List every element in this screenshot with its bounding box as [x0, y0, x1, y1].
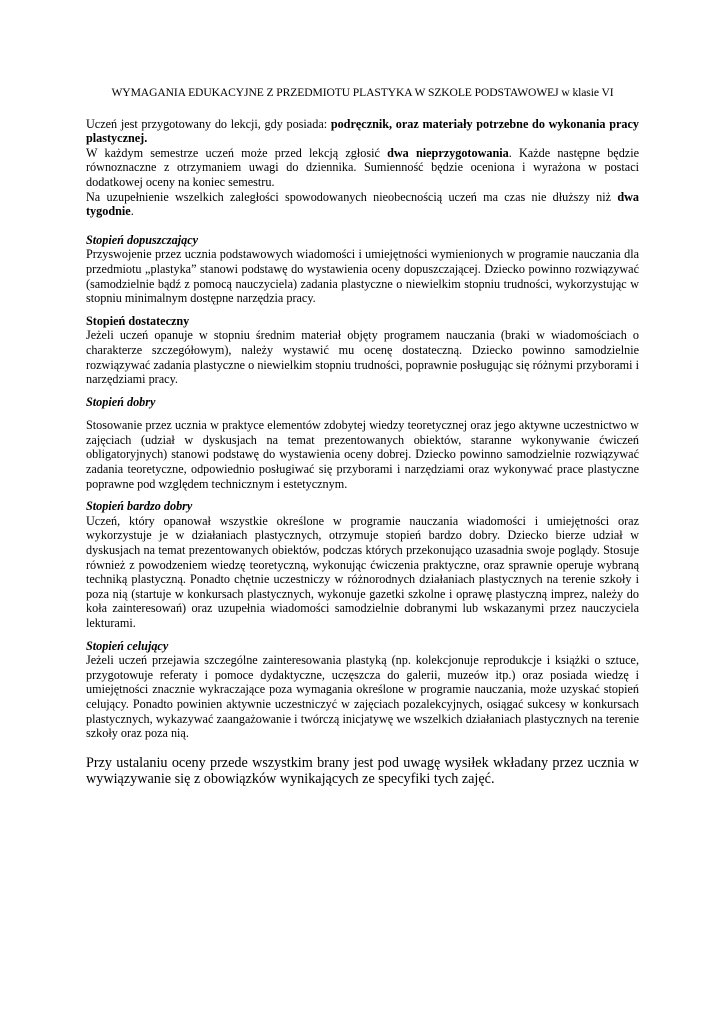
heading-dostateczny: Stopień dostateczny	[86, 313, 190, 328]
heading-dobry: Stopień dobry	[86, 394, 156, 409]
intro-text: W każdym semestrze uczeń może przed lekcją zgłosić	[86, 145, 388, 160]
heading-dopuszczajacy: Stopień dopuszczający	[86, 232, 199, 247]
intro-paragraph-1	[86, 117, 639, 146]
intro-bold-text: podręcznik, oraz materiały potrzebne do wykonania pracy plastycznej.	[86, 116, 639, 146]
document-page	[86, 86, 639, 788]
text-dopuszczajacy: Przyswojenie przez ucznia podstawowych wiadomości i umiejętności wymienionych w programie nauczania dla przedmiotu „plastyka” stanowi podstawę do wystawienia oceny dopuszczającej. Dziecko powinno rozwiązywać (samodzielnie bądź z pomocą nauczyciela) zadania plastyczne o niewielkim stopniu trudności, wykorzystując w stopniu minimalnym dostępne narzędzia pracy.	[86, 247, 639, 306]
heading-celujacy: Stopień celujący	[86, 638, 169, 653]
intro-text: .	[130, 204, 134, 219]
document-title: WYMAGANIA EDUKACYJNE Z PRZEDMIOTU PLASTYKA W SZKOLE PODSTAWOWEJ w klasie VI	[111, 86, 614, 99]
text-celujacy: Jeżeli uczeń przejawia szczególne zainteresowania plastyką (np. kolekcjonuje reprodukcje i książki o sztuce, przygotowuje referaty i pomoce dydaktyczne, uczęszcza do galerii, muzeów itp.) oraz posiada wiedzę i umiejętności znacznie wykraczające poza wymagania określone w programie nauczania, może uzyskać stopień celujący. Ponadto powinien aktywnie uczestniczyć w zajęciach pozalekcyjnych, osiągać sukcesy w konkursach plastycznych, wykazywać zaangażowanie i twórczą inicjatywę we wszelkich działaniach plastycznych na terenie szkoły oraz poza nią.	[86, 653, 639, 741]
intro-text: Na uzupełnienie wszelkich zaległości spowodowanych nieobecnością uczeń ma czas nie dłuższy niż	[86, 189, 618, 204]
intro-paragraph-2	[86, 146, 639, 190]
intro-bold-text: dwa tygodnie	[86, 189, 639, 219]
text-dobry: Stosowanie przez ucznia w praktyce elementów zdobytej wiedzy teoretycznej oraz jego aktywne uczestnictwo w zajęciach (udział w dyskusjach na temat prezentowanych obiektów, staranne wykonywanie ćwiczeń obligatoryjnych) stanowi podstawę do wystawienia oceny dobrej. Dziecko powinno samodzielnie rozwiązywać zadania teoretyczne, odpowiednio posługiwać się przyborami i narzędziami oraz wykonywać prace plastyczne poprawne pod względem technicznym i estetycznym.	[86, 418, 639, 491]
heading-bardzo-dobry: Stopień bardzo dobry	[86, 499, 193, 514]
text-dostateczny: Jeżeli uczeń opanuje w stopniu średnim materiał objęty programem nauczania (braki w wiadomościach o charakterze szczegółowym), należy wystawić mu ocenę dostateczną. Dziecko powinno samodzielnie rozwiązywać zadania plastyczne o niewielkim stopniu trudności, poprawnie posługując się różnymi przyborami i narzędziami pracy.	[86, 328, 639, 387]
intro-bold-text: dwa nieprzygotowania	[387, 145, 509, 160]
intro-paragraph-3	[86, 190, 639, 219]
text-bardzo-dobry: Uczeń, który opanował wszystkie określone w programie nauczania wiadomości i umiejętności oraz wykorzystuje je w działaniach plastycznych, otrzymuje stopień bardzo dobry. Dziecko bierze udział w dyskusjach na temat prezentowanych obiektów, podczas których przekonująco uzasadnia swoje poglądy. Stosuje również z powodzeniem wiedzę teoretyczną, wykonując ćwiczenia praktyczne, oraz sprawnie operuje wybraną techniką plastyczną. Ponadto chętnie uczestniczy w różnorodnych działaniach plastycznych na terenie szkoły i poza nią (startuje w konkursach plastycznych, wykonuje gazetki szkolne i oprawę plastyczną imprez, należy do koła zainteresowań) oraz uzupełnia wiadomości samodzielnie dobranymi lub wskazanymi przez nauczyciela lekturami.	[86, 513, 639, 630]
closing-paragraph: Przy ustalaniu oceny przede wszystkim brany jest pod uwagę wysiłek wkładany przez ucznia w wywiązywanie się z obowiązków wynikających ze specyfiki tych zajęć.	[86, 754, 639, 788]
intro-text: . Każde następne będzie równoznaczne z otrzymaniem uwagi do dziennika. Sumienność będzie oceniona i wyrażona w postaci dodatkowej oceny na koniec semestru.	[86, 145, 639, 189]
intro-text: Uczeń jest przygotowany do lekcji, gdy posiada:	[86, 116, 331, 131]
